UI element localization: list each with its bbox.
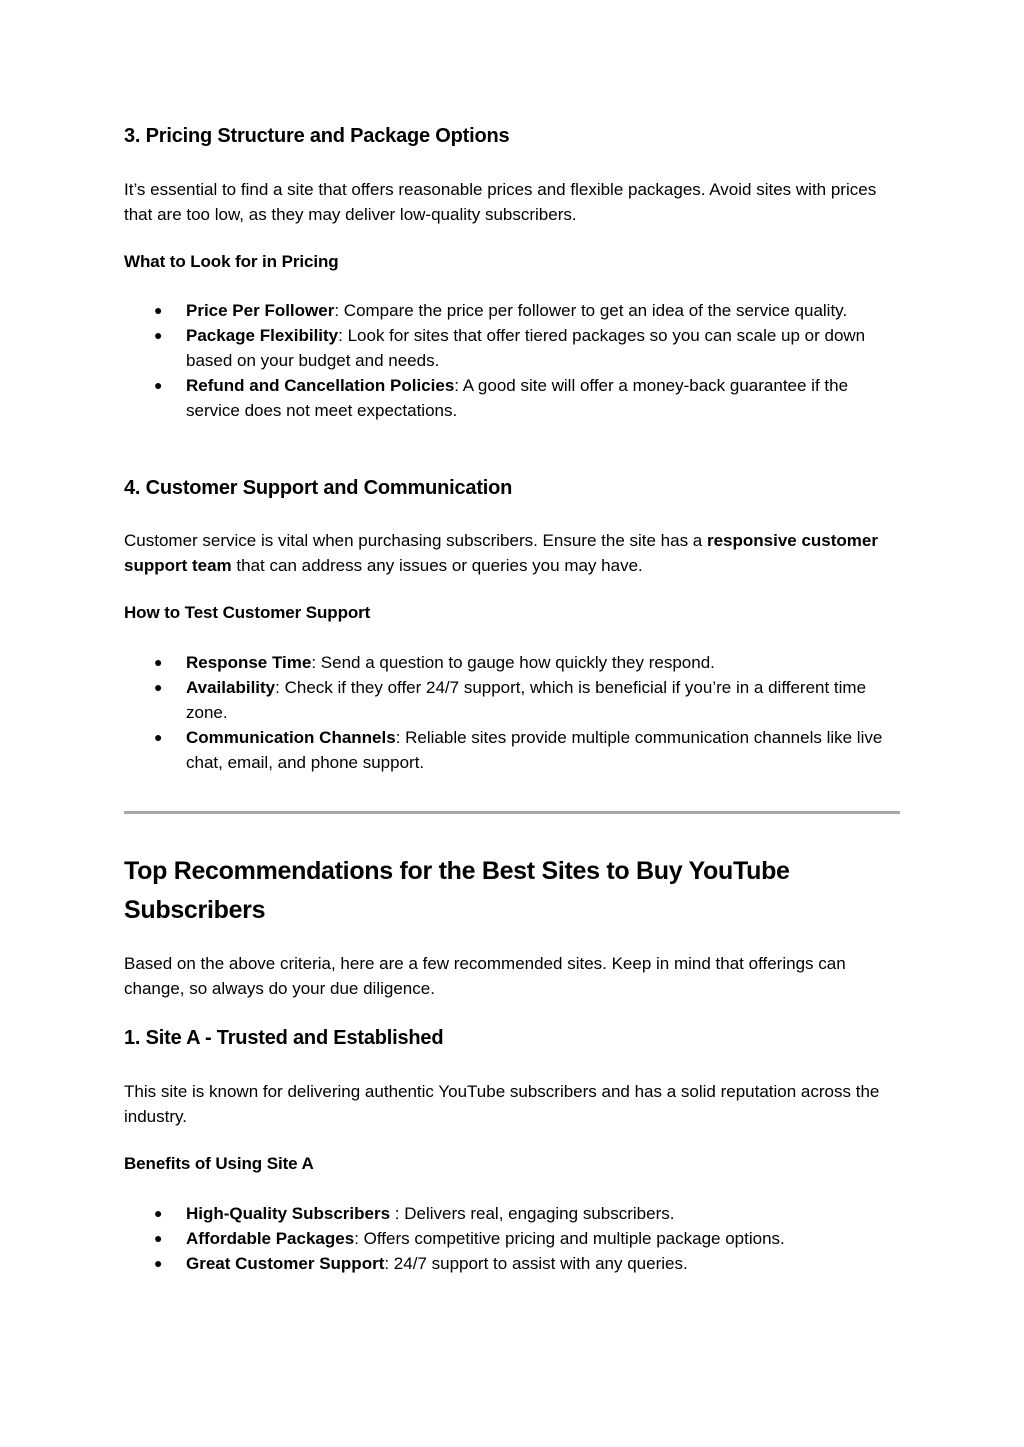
pricing-heading: 3. Pricing Structure and Package Options: [124, 125, 510, 147]
pricing-subheading: What to Look for in Pricing: [124, 252, 339, 271]
list-item-text: : Compare the price per follower to get an idea of the service quality.: [334, 301, 848, 320]
list-item-text: : Offers competitive pricing and multiple package options.: [354, 1229, 785, 1248]
bullet-icon: ●: [154, 679, 163, 695]
bullet-icon: ●: [154, 1230, 163, 1246]
list-item-text: : 24/7 support to assist with any queries.: [384, 1254, 688, 1273]
list-item-term: Refund and Cancellation Policies: [186, 376, 455, 395]
list-item-term: Package Flexibility: [186, 326, 339, 345]
list-item-text: : Check if they offer 24/7 support, which is beneficial if you’re in a different time zone.: [186, 678, 867, 722]
section-divider: [124, 811, 900, 814]
support-intro-end: that can address any issues or queries you may have.: [231, 556, 643, 575]
list-item: [124, 650, 900, 675]
bullet-icon: ●: [154, 327, 163, 343]
list-item-text: : Send a question to gauge how quickly they respond.: [311, 653, 715, 672]
list-item: [124, 1226, 900, 1251]
list-item: [124, 725, 900, 775]
bullet-icon: ●: [154, 1255, 163, 1271]
list-item-term: Communication Channels: [186, 728, 396, 747]
support-intro-start: Customer service is vital when purchasing subscribers. Ensure the site has a: [124, 531, 707, 550]
site-a-heading: 1. Site A - Trusted and Established: [124, 1027, 444, 1049]
support-list: [124, 650, 900, 775]
support-heading: 4. Customer Support and Communication: [124, 477, 513, 499]
list-item: [124, 675, 900, 725]
support-intro-bold: responsive customer support team: [124, 531, 878, 575]
bullet-icon: ●: [154, 729, 163, 745]
site-a-intro: This site is known for delivering authentic YouTube subscribers and has a solid reputation across the industry.: [124, 1082, 880, 1126]
list-item: [124, 323, 900, 373]
bullet-icon: ●: [154, 1205, 163, 1221]
list-item-text: : Delivers real, engaging subscribers.: [390, 1204, 675, 1223]
recommendations-heading: Top Recommendations for the Best Sites to Buy YouTube Subscribers: [124, 857, 790, 924]
list-item: [124, 373, 900, 423]
list-item-term: Great Customer Support: [186, 1254, 385, 1273]
bullet-icon: ●: [154, 377, 163, 393]
pricing-intro: It’s essential to find a site that offers reasonable prices and flexible packages. Avoid sites with prices that are too low, as they may deliver low-quality subscribers.: [124, 180, 877, 224]
list-item-term: Affordable Packages: [186, 1229, 355, 1248]
list-item: [124, 298, 900, 323]
site-a-subheading: Benefits of Using Site A: [124, 1154, 314, 1173]
list-item-text: : Look for sites that offer tiered packages so you can scale up or down based on your budget and needs.: [186, 326, 866, 370]
list-item-term: High-Quality Subscribers: [186, 1204, 391, 1223]
recommendations-intro: Based on the above criteria, here are a few recommended sites. Keep in mind that offerings can change, so always do your due diligence.: [124, 954, 846, 998]
bullet-icon: ●: [154, 302, 163, 318]
site-a-list: [124, 1201, 900, 1276]
pricing-list: [124, 298, 900, 423]
support-subheading: How to Test Customer Support: [124, 603, 371, 622]
list-item-term: Response Time: [186, 653, 312, 672]
list-item: [124, 1201, 900, 1226]
list-item-term: Price Per Follower: [186, 301, 335, 320]
bullet-icon: ●: [154, 654, 163, 670]
list-item-term: Availability: [186, 678, 276, 697]
list-item: [124, 1251, 900, 1276]
support-intro: [124, 528, 900, 578]
list-item-text: : Reliable sites provide multiple communication channels like live chat, email, and phone support.: [186, 728, 883, 772]
list-item-text: : A good site will offer a money-back guarantee if the service does not meet expectations.: [186, 376, 849, 420]
